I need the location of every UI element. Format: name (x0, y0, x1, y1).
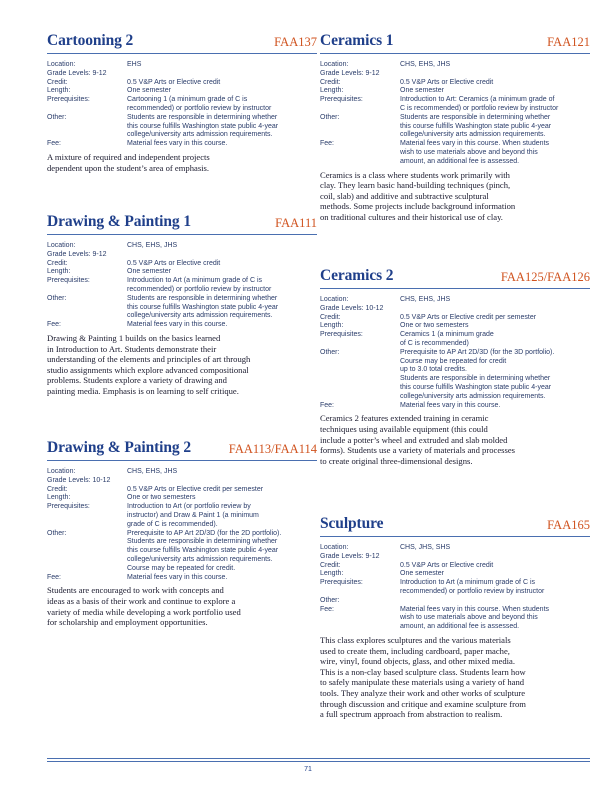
detail-row (47, 242, 317, 251)
detail-row (47, 70, 317, 79)
detail-label: Fee: (320, 140, 335, 148)
detail-value (400, 579, 590, 597)
detail-row (47, 468, 317, 477)
description-line: include a potter’s wheel and extruded and slab molded (320, 434, 508, 445)
detail-line: Material fees vary in this course. (127, 573, 228, 581)
detail-value (127, 494, 317, 503)
detail-label: Credit: (320, 313, 341, 321)
course-section-ceramics-2 (320, 264, 590, 466)
description-line: methods. Some projects include background information (320, 201, 516, 212)
detail-line: Material fees vary in this course. When students (400, 140, 550, 148)
detail-line: Students are responsible in determining whether (400, 113, 551, 121)
detail-line: CHS, EHS, JHS (400, 61, 451, 68)
course-details (47, 61, 317, 149)
course-details (47, 242, 317, 330)
detail-row (320, 314, 590, 323)
detail-label: Credit: (47, 259, 68, 267)
detail-value (127, 96, 317, 114)
page-number: 71 (304, 766, 312, 773)
detail-row (320, 96, 590, 114)
description-line: ideas as a basis of their work and continue to explore a (47, 595, 236, 606)
detail-line: Course may be repeated for credit (400, 357, 507, 365)
detail-line: this course fulfills Washington state public 4-year (127, 547, 279, 555)
detail-row (320, 322, 590, 331)
detail-line: Material fees vary in this course. (400, 401, 501, 409)
detail-label: Grade Levels: 9-12 (320, 69, 380, 77)
detail-label: Prerequisites: (47, 277, 90, 285)
description-line: Ceramics is a class where students work primarily with (320, 169, 510, 180)
detail-value (400, 402, 590, 411)
detail-row (320, 87, 590, 96)
detail-row (47, 61, 317, 70)
detail-row (320, 606, 590, 632)
detail-label: Other: (320, 113, 340, 121)
detail-line: college/university arts admission requirements. (127, 312, 273, 320)
detail-line: One semester (127, 87, 171, 95)
detail-label: Length: (47, 268, 71, 276)
detail-line: One or two semesters (400, 322, 469, 330)
detail-label: Length: (320, 87, 344, 95)
description-line: a full spectrum approach from abstraction to realism. (320, 709, 503, 720)
description-line: used to create them, including cardboard, paper mache, (320, 645, 510, 656)
detail-label: Location: (47, 242, 76, 249)
detail-label: Other: (47, 529, 67, 537)
detail-line: this course fulfills Washington state public 4-year (127, 303, 279, 311)
detail-line: amount, an additional fee is assessed. (400, 157, 520, 165)
detail-label: Fee: (320, 401, 335, 409)
detail-value (127, 295, 317, 321)
detail-label: Prerequisites: (47, 96, 90, 104)
description-line: dependent upon the student’s area of emphasis. (47, 162, 210, 173)
detail-row (47, 96, 317, 114)
detail-line: recommended) or portfolio review by instructor (127, 104, 272, 112)
detail-label: Length: (320, 322, 344, 330)
course-details (320, 296, 590, 410)
detail-label: Fee: (47, 321, 62, 329)
detail-value (127, 70, 317, 79)
detail-value (127, 140, 317, 149)
detail-label: Other: (47, 294, 67, 302)
detail-value (400, 322, 590, 331)
detail-value (127, 61, 317, 70)
course-header (320, 264, 590, 289)
detail-row (47, 530, 317, 574)
detail-value (127, 486, 317, 495)
detail-label: Location: (47, 468, 76, 475)
detail-line: 0.5 V&P Arts or Elective credit (400, 78, 494, 86)
course-title: Cartooning 2 (47, 32, 134, 49)
description-line: to create original three-dimensional designs. (320, 455, 473, 466)
detail-value (127, 321, 317, 330)
detail-line: Introduction to Art (or portfolio review by (127, 503, 251, 511)
detail-value (400, 553, 590, 562)
detail-row (47, 268, 317, 277)
detail-line: college/university arts admission requirements. (127, 555, 273, 563)
course-section-sculpture (320, 512, 590, 720)
detail-line: Material fees vary in this course. (127, 140, 228, 148)
detail-line: Prerequisite to AP Art 2D/3D (for the 3D portfolio). (400, 348, 555, 356)
detail-line: Introduction to Art (a minimum grade of C is (400, 579, 535, 587)
course-details (320, 544, 590, 632)
detail-row (320, 79, 590, 88)
detail-label: Credit: (47, 485, 68, 493)
course-section-cartooning-2 (47, 29, 317, 173)
detail-value (400, 570, 590, 579)
detail-row (47, 260, 317, 269)
detail-row (320, 331, 590, 349)
description-line: in Introduction to Art. Students demonstrate their (47, 343, 217, 354)
course-description (47, 333, 317, 397)
course-title: Drawing & Painting 1 (47, 213, 191, 230)
detail-row (320, 61, 590, 70)
detail-value (400, 79, 590, 88)
course-title: Drawing & Painting 2 (47, 439, 191, 456)
course-code: FAA165 (547, 518, 590, 532)
detail-value (127, 251, 317, 260)
detail-label: Fee: (47, 140, 62, 148)
detail-line: Prerequisite to AP Art 2D/3D (for the 2D portfolio). (127, 529, 282, 537)
detail-value (400, 96, 590, 114)
detail-value (127, 468, 317, 477)
detail-line: 0.5 V&P Arts or Elective credit (127, 78, 221, 86)
description-line: problems. Students explore a variety of drawing and (47, 375, 227, 386)
detail-line: college/university arts admission requirements. (127, 131, 273, 139)
detail-value (400, 597, 590, 606)
detail-value (400, 544, 590, 553)
detail-label: Grade Levels: 10-12 (47, 476, 111, 484)
description-line: understanding of the elements and principles of art through (47, 354, 251, 365)
detail-line: of C is recommended) (400, 339, 469, 347)
detail-value (127, 277, 317, 295)
detail-line: Introduction to Art: Ceramics (a minimum grade of (400, 96, 555, 104)
detail-row (320, 562, 590, 571)
detail-line: college/university arts admission requirements. (400, 131, 546, 139)
description-line: This class explores sculptures and the various materials (320, 634, 511, 645)
detail-line: Students are responsible in determining whether (127, 294, 278, 302)
detail-line: Cartooning 1 (a minimum grade of C is (127, 96, 248, 104)
course-header (320, 29, 590, 54)
detail-row (47, 477, 317, 486)
detail-label: Credit: (47, 78, 68, 86)
detail-label: Prerequisites: (47, 503, 90, 511)
description-line: Drawing & Painting 1 builds on the basics learned (47, 332, 221, 343)
detail-line: Introduction to Art (a minimum grade of C is (127, 277, 262, 285)
detail-line: 0.5 V&P Arts or Elective credit (400, 561, 494, 569)
detail-value (400, 70, 590, 79)
footer-rule (47, 761, 590, 762)
detail-row (47, 140, 317, 149)
detail-line: this course fulfills Washington state public 4-year (400, 122, 552, 130)
detail-value (127, 87, 317, 96)
description-line: through discussion and critique and examine sculpture from (320, 698, 526, 709)
detail-row (47, 503, 317, 529)
detail-row (47, 277, 317, 295)
detail-line: 0.5 V&P Arts or Elective credit per semester (127, 485, 264, 493)
detail-label: Fee: (320, 605, 335, 613)
detail-value (127, 574, 317, 583)
description-line: on traditional cultures and their historical use of clay. (320, 211, 503, 222)
detail-value (400, 331, 590, 349)
detail-row (320, 597, 590, 606)
detail-value (400, 314, 590, 323)
detail-label: Credit: (320, 78, 341, 86)
detail-row (320, 579, 590, 597)
detail-row (320, 114, 590, 140)
detail-label: Credit: (320, 561, 341, 569)
detail-line: Students are responsible in determining whether (127, 538, 278, 546)
detail-value (400, 349, 590, 402)
detail-value (127, 260, 317, 269)
detail-value (400, 562, 590, 571)
detail-label: Other: (320, 596, 340, 604)
detail-line: up to 3.0 total credits. (400, 366, 467, 374)
detail-row (320, 70, 590, 79)
course-title: Ceramics 2 (320, 267, 394, 284)
detail-line: 0.5 V&P Arts or Elective credit per semester (400, 313, 537, 321)
course-code: FAA125/FAA126 (500, 270, 590, 284)
detail-line: this course fulfills Washington state public 4-year (127, 122, 279, 130)
detail-row (47, 321, 317, 330)
description-line: variety of media while developing a work portfolio used (47, 606, 241, 617)
detail-label: Grade Levels: 9-12 (47, 250, 107, 258)
detail-row (47, 486, 317, 495)
course-code: FAA121 (547, 35, 590, 49)
detail-row (320, 296, 590, 305)
detail-label: Other: (320, 348, 340, 356)
detail-line: recommended) or portfolio review by instructor (400, 587, 545, 595)
detail-line: recommended) or portfolio review by instructor (127, 285, 272, 293)
description-line: wire, vinyl, found objects, glass, and other mixed media. (320, 656, 515, 667)
detail-line: CHS, EHS, JHS (400, 296, 451, 303)
detail-label: Length: (47, 87, 71, 95)
detail-line: One semester (127, 268, 171, 276)
detail-value (127, 79, 317, 88)
detail-line: Students are responsible in determining whether (127, 113, 278, 121)
detail-value (400, 140, 590, 166)
detail-label: Grade Levels: 9-12 (47, 69, 107, 77)
detail-line: CHS, EHS, JHS (127, 468, 178, 475)
detail-row (320, 305, 590, 314)
detail-line: Students are responsible in determining whether (400, 375, 551, 383)
detail-value (400, 296, 590, 305)
detail-value (127, 114, 317, 140)
course-details (47, 468, 317, 582)
detail-line: wish to use materials above and beyond this (400, 614, 538, 622)
course-section-drawing-painting-1 (47, 210, 317, 397)
detail-label: Length: (320, 570, 344, 578)
detail-value (127, 242, 317, 251)
detail-label: Location: (47, 61, 76, 68)
course-title: Ceramics 1 (320, 32, 394, 49)
detail-line: EHS (127, 61, 142, 68)
detail-row (47, 114, 317, 140)
detail-line: Course may be repeated for credit. (127, 564, 236, 572)
detail-value (127, 477, 317, 486)
course-code: FAA111 (275, 216, 317, 230)
detail-label: Grade Levels: 9-12 (320, 552, 380, 560)
course-description (47, 585, 317, 627)
detail-row (47, 251, 317, 260)
course-section-ceramics-1 (320, 29, 590, 223)
detail-row (320, 140, 590, 166)
description-line: for scholarship and employment opportunities. (47, 617, 208, 628)
detail-row (47, 574, 317, 583)
detail-row (47, 295, 317, 321)
detail-row (320, 544, 590, 553)
course-description (320, 635, 590, 720)
detail-label: Prerequisites: (320, 579, 363, 587)
detail-value (400, 61, 590, 70)
detail-line: CHS, JHS, SHS (400, 544, 451, 551)
footer-rule (47, 758, 590, 759)
detail-line: this course fulfills Washington state public 4-year (400, 383, 552, 391)
course-code: FAA113/FAA114 (228, 442, 317, 456)
detail-line: Material fees vary in this course. When students (400, 605, 550, 613)
description-line: clay. They learn basic hand-building techniques (pinch, (320, 180, 511, 191)
course-description (320, 413, 590, 466)
detail-row (47, 494, 317, 503)
detail-line: One semester (400, 87, 444, 95)
detail-row (320, 349, 590, 402)
detail-value (400, 305, 590, 314)
course-header (47, 436, 317, 461)
detail-line: 0.5 V&P Arts or Elective credit (127, 259, 221, 267)
detail-line: college/university arts admission requirements. (400, 392, 546, 400)
course-description (47, 152, 317, 173)
description-line: coil, slab) and additive and subtractive sculptural (320, 190, 489, 201)
detail-line: Material fees vary in this course. (127, 321, 228, 329)
detail-line: grade of C is recommended). (127, 520, 218, 528)
detail-label: Location: (320, 296, 349, 303)
description-line: techniques using available equipment (this could (320, 423, 488, 434)
detail-line: CHS, EHS, JHS (127, 242, 178, 249)
description-line: painting media. Emphasis is on learning to self critique. (47, 385, 239, 396)
detail-label: Length: (47, 494, 71, 502)
detail-line: One or two semesters (127, 494, 196, 502)
course-section-drawing-painting-2 (47, 436, 317, 628)
detail-value (127, 268, 317, 277)
description-line: This is a non-clay based sculpture class. Students learn how (320, 666, 526, 677)
description-line: tools. They analyze their work and other works of sculpture (320, 687, 526, 698)
course-title: Sculpture (320, 515, 384, 532)
detail-label: Location: (320, 61, 349, 68)
detail-line: C is recommended) or portfolio review by instructor (400, 104, 559, 112)
detail-row (320, 570, 590, 579)
description-line: to safely manipulate these materials using a variety of hand (320, 677, 525, 688)
detail-row (320, 402, 590, 411)
detail-value (400, 114, 590, 140)
detail-value (127, 530, 317, 574)
detail-line: Ceramics 1 (a minimum grade (400, 331, 494, 339)
course-header (320, 512, 590, 537)
description-line: studio assignments which explore advanced compositional (47, 364, 249, 375)
course-description (320, 170, 590, 223)
detail-label: Prerequisites: (320, 331, 363, 339)
detail-label: Location: (320, 544, 349, 551)
course-code: FAA137 (274, 35, 317, 49)
detail-label: Other: (47, 113, 67, 121)
description-line: forms). Students use a variety of materials and processes (320, 445, 515, 456)
course-header (47, 29, 317, 54)
detail-value (400, 606, 590, 632)
description-line: A mixture of required and independent projects (47, 151, 210, 162)
detail-line: wish to use materials above and beyond this (400, 148, 538, 156)
description-line: Students are encouraged to work with concepts and (47, 585, 224, 596)
detail-label: Prerequisites: (320, 96, 363, 104)
detail-value (400, 87, 590, 96)
detail-row (47, 87, 317, 96)
course-header (47, 210, 317, 235)
detail-value (127, 503, 317, 529)
course-details (320, 61, 590, 167)
detail-row (320, 553, 590, 562)
description-line: Ceramics 2 features extended training in ceramic (320, 413, 489, 424)
detail-line: One semester (400, 570, 444, 578)
detail-line: instructor) and Draw & Paint 1 (a minimum (127, 511, 259, 519)
detail-label: Fee: (47, 573, 62, 581)
detail-label: Grade Levels: 10-12 (320, 304, 384, 312)
detail-line: amount, an additional fee is assessed. (400, 623, 520, 631)
detail-row (47, 79, 317, 88)
